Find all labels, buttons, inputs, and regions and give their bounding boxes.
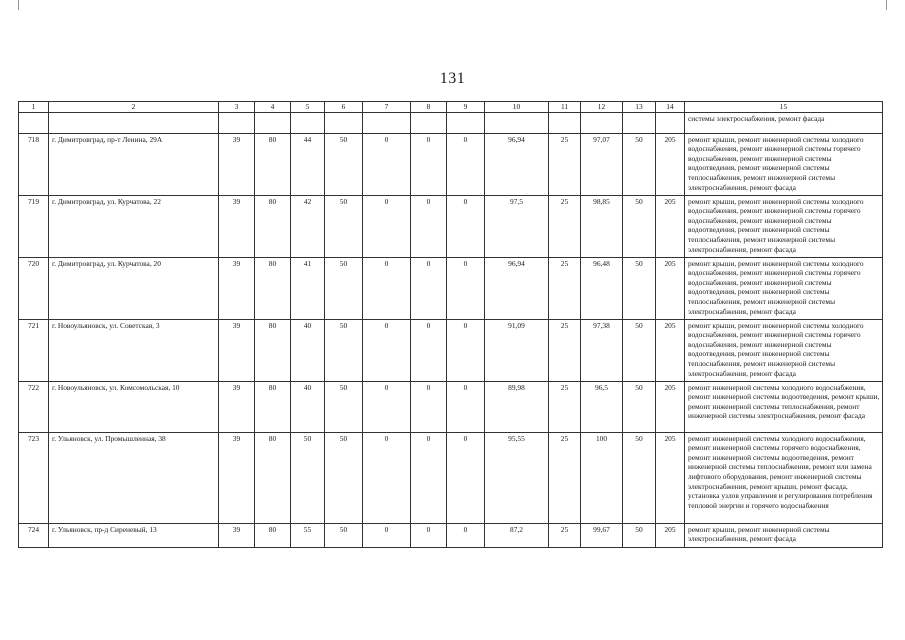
value-cell: 0 <box>411 523 447 547</box>
value-cell: 91,09 <box>485 319 549 381</box>
value-cell: 80 <box>255 257 291 319</box>
value-cell: 0 <box>363 381 411 432</box>
value-cell: 50 <box>325 523 363 547</box>
header-row <box>19 102 883 113</box>
row-number: 722 <box>19 381 49 432</box>
value-cell: 39 <box>219 319 255 381</box>
value-cell: 87,2 <box>485 523 549 547</box>
value-cell: 205 <box>656 195 685 257</box>
col-header: 10 <box>485 102 549 113</box>
row-number: 719 <box>19 195 49 257</box>
value-cell: 96,48 <box>581 257 623 319</box>
address-cell: г. Ульяновск, ул. Промышленная, 38 <box>49 432 219 523</box>
value-cell: 205 <box>656 133 685 195</box>
col-header: 9 <box>447 102 485 113</box>
col-header: 15 <box>685 102 883 113</box>
address-cell: г. Ульяновск, пр-д Сиреневый, 13 <box>49 523 219 547</box>
table-row <box>19 257 883 319</box>
value-cell: 50 <box>623 133 656 195</box>
table-row <box>19 195 883 257</box>
value-cell: 0 <box>363 432 411 523</box>
value-cell: 39 <box>219 432 255 523</box>
value-cell: 205 <box>656 432 685 523</box>
value-cell: 0 <box>363 133 411 195</box>
page-number: 131 <box>439 70 466 87</box>
value-cell: 0 <box>447 195 485 257</box>
address-cell: г. Димитровград, ул. Курчатова, 20 <box>49 257 219 319</box>
value-cell: 0 <box>411 257 447 319</box>
value-cell: 25 <box>549 133 581 195</box>
value-cell: 50 <box>325 319 363 381</box>
value-cell: 39 <box>219 257 255 319</box>
table-row <box>19 381 883 432</box>
table-row <box>19 319 883 381</box>
value-cell: 50 <box>623 381 656 432</box>
col-header: 11 <box>549 102 581 113</box>
value-cell: 50 <box>325 133 363 195</box>
value-cell: 89,98 <box>485 381 549 432</box>
value-cell: 96,5 <box>581 381 623 432</box>
value-cell: 39 <box>219 381 255 432</box>
value-cell: 99,67 <box>581 523 623 547</box>
value-cell: 41 <box>291 257 325 319</box>
value-cell: 39 <box>219 523 255 547</box>
value-cell: 80 <box>255 195 291 257</box>
value-cell: 96,94 <box>485 257 549 319</box>
value-cell: 25 <box>549 195 581 257</box>
works-cell: ремонт крыши, ремонт инженерной системы холодного водоснабжения, ремонт инженерной системы горячего водоснабжения, ремонт инженерной системы водоотведения, ремонт инженерной системы теплоснабжения, ремонт инженерной системы электроснабжения, ремонт фасада <box>685 257 883 319</box>
table-row <box>19 523 883 547</box>
col-header: 14 <box>656 102 685 113</box>
address-cell: г. Новоульяновск, ул. Советская, 3 <box>49 319 219 381</box>
value-cell: 80 <box>255 381 291 432</box>
works-cell: ремонт инженерной системы холодного водоснабжения, ремонт инженерной системы водоотведения, ремонт крыши, ремонт инженерной системы теплоснабжения, ремонт инженерной системы электроснабжения, ремонт фасада <box>685 381 883 432</box>
value-cell: 25 <box>549 319 581 381</box>
value-cell: 95,55 <box>485 432 549 523</box>
value-cell: 0 <box>411 133 447 195</box>
address-cell: г. Димитровград, пр-т Ленина, 29А <box>49 133 219 195</box>
value-cell: 25 <box>549 432 581 523</box>
value-cell: 97,38 <box>581 319 623 381</box>
col-header: 13 <box>623 102 656 113</box>
col-header: 4 <box>255 102 291 113</box>
value-cell: 50 <box>291 432 325 523</box>
table-row <box>19 133 883 195</box>
value-cell: 39 <box>219 195 255 257</box>
value-cell: 50 <box>623 432 656 523</box>
value-cell: 0 <box>447 523 485 547</box>
row-number: 724 <box>19 523 49 547</box>
value-cell: 50 <box>623 523 656 547</box>
value-cell: 50 <box>325 195 363 257</box>
col-header: 2 <box>49 102 219 113</box>
value-cell: 25 <box>549 381 581 432</box>
value-cell: 0 <box>447 319 485 381</box>
value-cell: 80 <box>255 319 291 381</box>
works-cell: ремонт крыши, ремонт инженерной системы холодного водоснабжения, ремонт инженерной системы горячего водоснабжения, ремонт инженерной системы водоотведения, ремонт инженерной системы теплоснабжения, ремонт инженерной системы электроснабжения, ремонт фасада <box>685 195 883 257</box>
value-cell: 50 <box>325 381 363 432</box>
value-cell: 50 <box>623 195 656 257</box>
works-cell: ремонт инженерной системы холодного водоснабжения, ремонт инженерной системы горячего водоснабжения, ремонт инженерной системы водоотведения, ремонт инженерной системы теплоснабжения, ремонт или замена лифтового оборудования, ремонт инженерной системы электроснабжения, ремонт крыши, ремонт фасада, установка узлов управления и регулирования потребления тепловой энергии и горячего водоснабжения <box>685 432 883 523</box>
col-header: 3 <box>219 102 255 113</box>
value-cell: 80 <box>255 523 291 547</box>
value-cell: 25 <box>549 523 581 547</box>
value-cell: 39 <box>219 133 255 195</box>
col-header: 7 <box>363 102 411 113</box>
row-number: 718 <box>19 133 49 195</box>
value-cell: 0 <box>363 257 411 319</box>
works-cell: ремонт крыши, ремонт инженерной системы холодного водоснабжения, ремонт инженерной системы горячего водоснабжения, ремонт инженерной системы водоотведения, ремонт инженерной системы теплоснабжения, ремонт инженерной системы электроснабжения, ремонт фасада <box>685 133 883 195</box>
continuation-row <box>19 112 883 133</box>
value-cell: 100 <box>581 432 623 523</box>
row-number: 720 <box>19 257 49 319</box>
value-cell: 97,5 <box>485 195 549 257</box>
works-cell: ремонт крыши, ремонт инженерной системы электроснабжения, ремонт фасада <box>685 523 883 547</box>
value-cell: 0 <box>411 319 447 381</box>
works-cell: ремонт крыши, ремонт инженерной системы холодного водоснабжения, ремонт инженерной системы горячего водоснабжения, ремонт инженерной системы водоотведения, ремонт инженерной системы теплоснабжения, ремонт инженерной системы электроснабжения, ремонт фасада <box>685 319 883 381</box>
scan-mark-right <box>886 0 887 10</box>
value-cell: 96,94 <box>485 133 549 195</box>
value-cell: 97,07 <box>581 133 623 195</box>
value-cell: 0 <box>447 432 485 523</box>
value-cell: 205 <box>656 257 685 319</box>
value-cell: 0 <box>447 133 485 195</box>
value-cell: 0 <box>363 195 411 257</box>
col-header: 5 <box>291 102 325 113</box>
value-cell: 44 <box>291 133 325 195</box>
row-number: 721 <box>19 319 49 381</box>
col-header: 1 <box>19 102 49 113</box>
value-cell: 25 <box>549 257 581 319</box>
value-cell: 50 <box>623 319 656 381</box>
value-cell: 0 <box>363 523 411 547</box>
value-cell: 80 <box>255 432 291 523</box>
value-cell: 40 <box>291 381 325 432</box>
repair-schedule-table <box>18 101 883 548</box>
address-cell: г. Новоульяновск, ул. Комсомольская, 10 <box>49 381 219 432</box>
col-header: 12 <box>581 102 623 113</box>
value-cell: 0 <box>447 257 485 319</box>
value-cell: 42 <box>291 195 325 257</box>
value-cell: 205 <box>656 381 685 432</box>
value-cell: 50 <box>325 432 363 523</box>
value-cell: 0 <box>411 381 447 432</box>
col-header: 6 <box>325 102 363 113</box>
value-cell: 98,85 <box>581 195 623 257</box>
value-cell: 0 <box>447 381 485 432</box>
value-cell: 40 <box>291 319 325 381</box>
row-number: 723 <box>19 432 49 523</box>
value-cell: 0 <box>363 319 411 381</box>
value-cell: 0 <box>411 432 447 523</box>
value-cell: 205 <box>656 523 685 547</box>
scan-mark-left <box>18 0 19 10</box>
value-cell: 50 <box>325 257 363 319</box>
value-cell: 55 <box>291 523 325 547</box>
value-cell: 205 <box>656 319 685 381</box>
value-cell: 80 <box>255 133 291 195</box>
value-cell: 50 <box>623 257 656 319</box>
value-cell: 0 <box>411 195 447 257</box>
table-row <box>19 432 883 523</box>
address-cell: г. Димитровград, ул. Курчатова, 22 <box>49 195 219 257</box>
col-header: 8 <box>411 102 447 113</box>
works-cell: системы электроснабжения, ремонт фасада <box>685 112 883 133</box>
